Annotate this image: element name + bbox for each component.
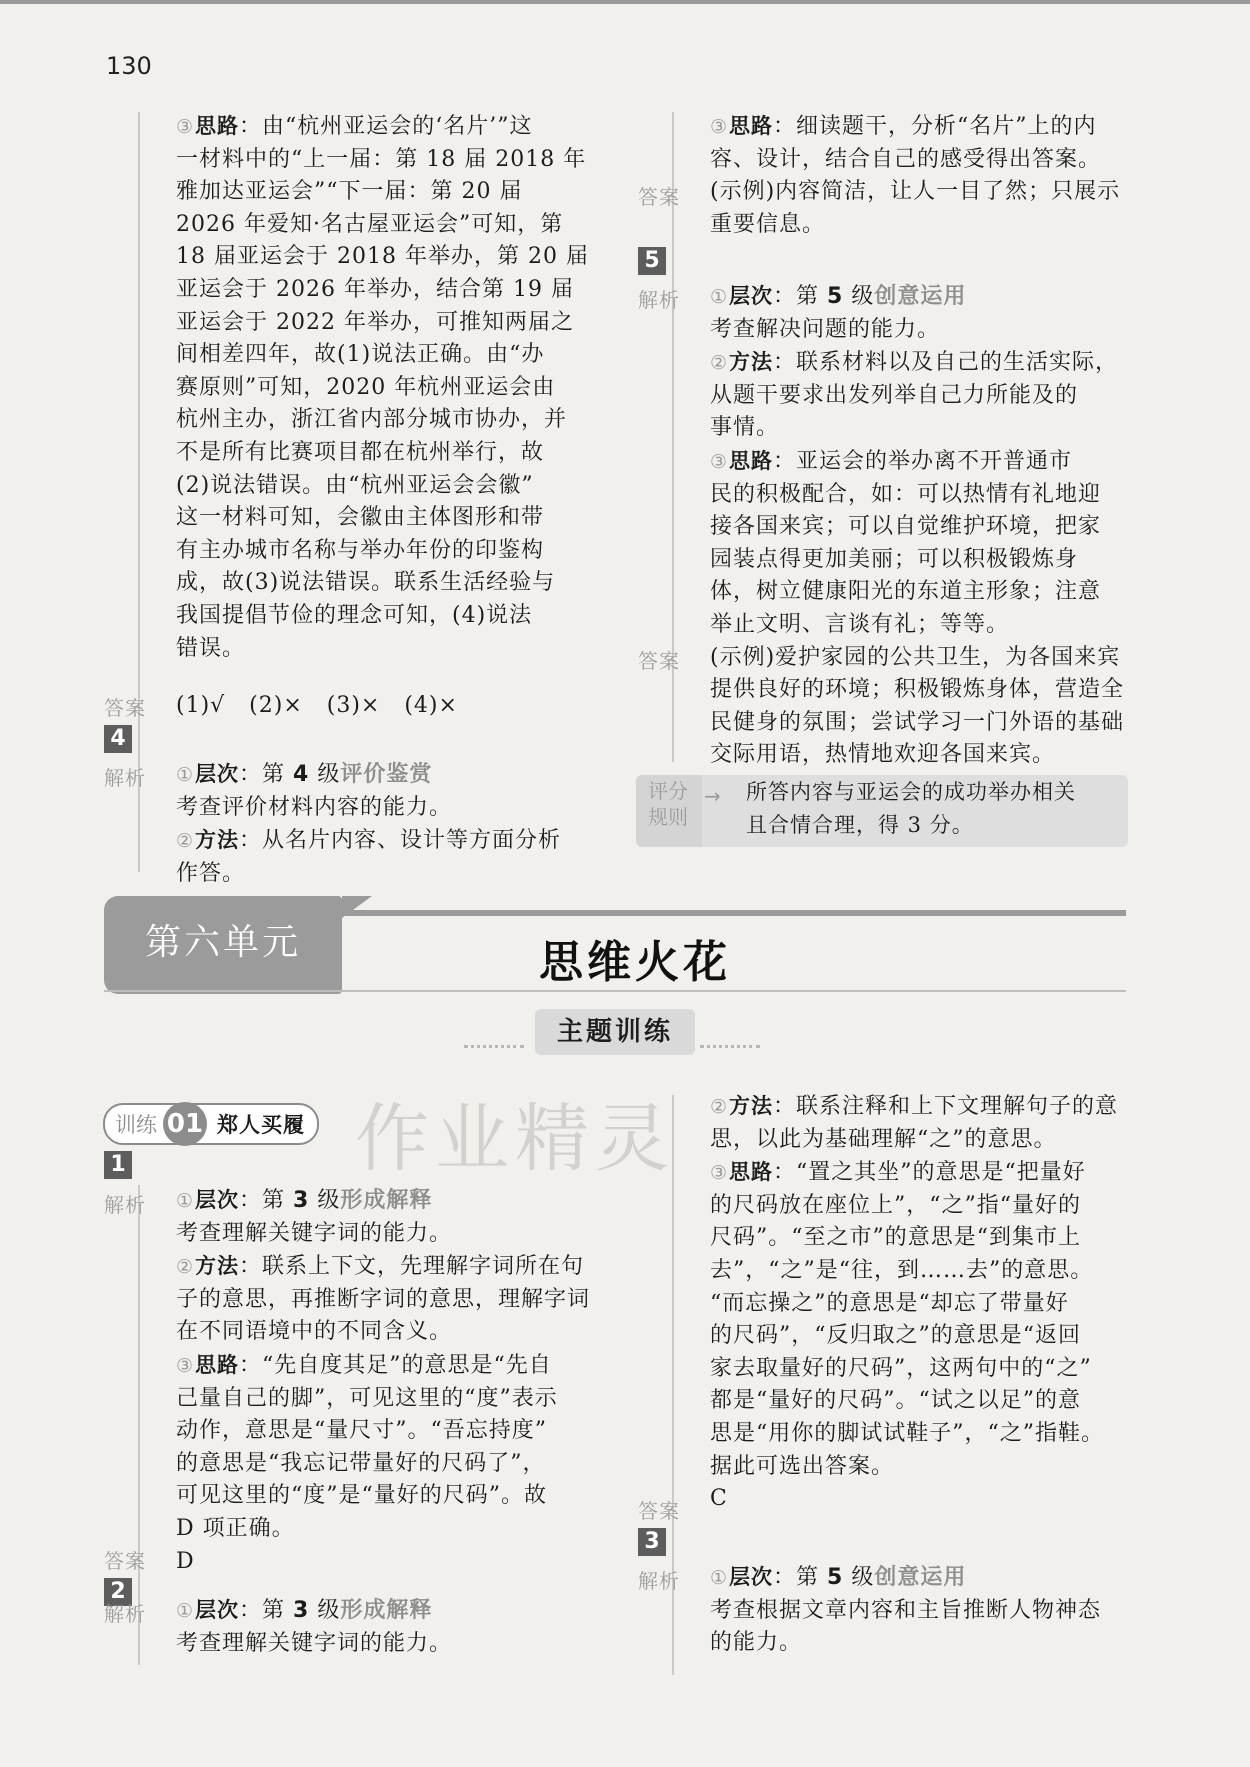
text-line: 亚运会于 2022 年举办，可推知两届之 bbox=[176, 309, 574, 335]
text-line: 的尺码放在座位上”，“之”指“量好的 bbox=[710, 1192, 1081, 1218]
analysis-tag: 解析 bbox=[104, 1193, 146, 1217]
text-line: 子的意思，再推断字词的意思，理解字词 bbox=[176, 1286, 591, 1312]
score-rule-text: 所答内容与亚运会的成功举办相关 且合情合理，得 3 分。 bbox=[746, 780, 1076, 837]
text-line: 2026 年爱知·名古屋亚运会”可知，第 bbox=[176, 211, 564, 237]
text-line: 我国提倡节俭的理念可知，(4)说法 bbox=[176, 602, 533, 628]
text-line: 重要信息。 bbox=[710, 211, 826, 237]
text-line: 举止文明、言谈有礼；等等。 bbox=[710, 611, 1010, 637]
q4-method: ②方法：从名片内容、设计等方面分析 bbox=[176, 828, 562, 854]
keyword-think: 思路 bbox=[195, 114, 240, 138]
q2-answer: C bbox=[710, 1486, 728, 1512]
q5-analysis bbox=[710, 280, 1130, 772]
circled-number: ③ bbox=[176, 116, 195, 138]
q5-think: ③思路：亚运会的举办离不开普通市 bbox=[710, 448, 1073, 474]
arrow-right-icon: → bbox=[704, 784, 721, 808]
question-number-5: 5 bbox=[638, 247, 666, 275]
watermark: 作业精灵 bbox=[355, 1096, 675, 1182]
text-line: 不是所有比赛项目都在杭州举行，故 bbox=[176, 439, 545, 465]
training-number: 01 bbox=[163, 1102, 207, 1146]
answer-tag: 答案 bbox=[638, 185, 680, 209]
q4-level: ①层次：第 4 级评价鉴赏 bbox=[176, 762, 433, 787]
column-rule-left-top bbox=[138, 112, 140, 872]
score-rule-tag: 评分规则 bbox=[648, 779, 688, 829]
analysis-tag: 解析 bbox=[638, 288, 680, 312]
unit-tab bbox=[104, 896, 342, 994]
text-line: 去”，“之”是“往，到……去”的意思。 bbox=[710, 1257, 1094, 1283]
q2-method: ②方法：联系注释和上下文理解句子的意 bbox=[710, 1094, 1119, 1119]
q3-think-line: ③思路：由“杭州亚运会的‘名片’”这 bbox=[176, 114, 533, 139]
right-bottom-column bbox=[710, 1090, 1130, 1516]
unit-title: 思维火花 bbox=[539, 937, 731, 988]
analysis-tag: 解析 bbox=[104, 1602, 146, 1626]
question-number-4: 4 bbox=[104, 725, 132, 753]
q3-level: ①层次：第 5 级创意运用 bbox=[710, 1565, 967, 1590]
q4-level-desc: 考查评价材料内容的能力。 bbox=[176, 794, 453, 820]
text-line: 杭州主办，浙江省内部分城市协办，并 bbox=[176, 407, 568, 433]
text-line: 据此可选出答案。 bbox=[710, 1453, 895, 1479]
analysis-tag: 解析 bbox=[104, 766, 146, 790]
left-top-column bbox=[176, 110, 596, 665]
text-line: 的意思是“我忘记带量好的尺码了”， bbox=[176, 1450, 546, 1476]
text-line: “而忘操之”的意思是“却忘了带量好 bbox=[710, 1290, 1069, 1316]
text-line: 雅加达亚运会”“下一届：第 20 届 bbox=[176, 179, 523, 205]
text-line: 动作，意思是“量尺寸”。“吾忘持度” bbox=[176, 1418, 547, 1444]
theme-dots-left bbox=[464, 1045, 524, 1048]
text-line: 从题干要求出发列举自己力所能及的 bbox=[710, 382, 1079, 408]
text-line: D 项正确。 bbox=[176, 1515, 295, 1541]
text-line: 有主办城市名称与举办年份的印鉴构 bbox=[176, 537, 545, 563]
text-line: 这一材料可知，会徽由主体图形和带 bbox=[176, 505, 545, 531]
text-line: 体，树立健康阳光的东道主形象；注意 bbox=[710, 579, 1102, 605]
right-top-column bbox=[710, 110, 1130, 241]
text-line: 一材料中的“上一届：第 18 届 2018 年 bbox=[176, 146, 587, 172]
text-line: 错误。 bbox=[176, 635, 246, 661]
answer-tag: 答案 bbox=[638, 649, 680, 673]
q5-answer-line: (示例)爱护家园的公共卫生，为各国来宾 bbox=[710, 644, 1121, 670]
text-line: (2)说法错误。由“杭州亚运会会徽” bbox=[176, 472, 534, 498]
text-line: 亚运会于 2026 年举办，结合第 19 届 bbox=[176, 276, 574, 302]
training-pill bbox=[103, 1103, 319, 1145]
q1-analysis bbox=[176, 1184, 596, 1578]
text-line: 思，以此为基础理解“之”的意思。 bbox=[710, 1126, 1057, 1152]
q2-think: ③思路：“置之其坐”的意思是“把量好 bbox=[710, 1160, 1086, 1186]
training-title: 郑人买履 bbox=[217, 1113, 305, 1137]
text-line: 尺码”。“至之市”的意思是“到集市上 bbox=[710, 1225, 1081, 1251]
theme-heading: 主题训练 bbox=[535, 1009, 695, 1055]
text-line: 思是“用你的脚试试鞋子”，“之”指鞋。 bbox=[710, 1420, 1104, 1446]
text-line: 作答。 bbox=[176, 860, 246, 886]
q1-level: ①层次：第 3 级形成解释 bbox=[176, 1188, 433, 1213]
question-number-3: 3 bbox=[638, 1528, 666, 1556]
text-line: 的能力。 bbox=[710, 1630, 803, 1656]
text-line: 都是“量好的尺码”。“试之以足”的意 bbox=[710, 1388, 1081, 1414]
q1-level-desc: 考查理解关键字词的能力。 bbox=[176, 1220, 453, 1246]
page-number: 130 bbox=[106, 52, 152, 80]
text-line: 提供良好的环境；积极锻炼身体，营造全 bbox=[710, 677, 1125, 703]
q1-method: ②方法：联系上下文，先理解字词所在句 bbox=[176, 1254, 585, 1280]
q3-answer: (1)√ (2)× (3)× (4)× bbox=[176, 693, 458, 718]
banner-bottom-line bbox=[104, 990, 1126, 992]
text-line: 园装点得更加美丽；可以积极锻炼身 bbox=[710, 546, 1079, 572]
text-line: 赛原则”可知，2020 年杭州亚运会由 bbox=[176, 374, 556, 400]
q4-analysis bbox=[176, 758, 596, 890]
unit-tab-label: 第六单元 bbox=[144, 922, 301, 963]
q3-analysis bbox=[710, 1561, 1130, 1660]
text-line: 家去取量好的尺码”，这两句中的“之” bbox=[710, 1355, 1092, 1381]
answer-tag: 答案 bbox=[104, 1549, 146, 1573]
text-line: 民的积极配合，如：可以热情有礼地迎 bbox=[710, 481, 1102, 507]
q1-think: ③思路：“先自度其足”的意思是“先自 bbox=[176, 1352, 552, 1378]
q1-answer: D bbox=[176, 1548, 195, 1574]
q4-think: ③思路：细读题干，分析“名片”上的内 bbox=[710, 114, 1097, 139]
question-number-2: 2 bbox=[104, 1578, 132, 1606]
text-line: 己量自己的脚”，可见这里的“度”表示 bbox=[176, 1385, 558, 1411]
text-line: 容、设计，结合自己的感受得出答案。 bbox=[710, 146, 1102, 172]
text-line: 成，故(3)说法错误。联系生活经验与 bbox=[176, 570, 556, 596]
q2-analysis bbox=[176, 1594, 596, 1660]
text-line: 18 届亚运会于 2018 年举办，第 20 届 bbox=[176, 244, 589, 270]
text-line: 的尺码”，“反归取之”的意思是“返回 bbox=[710, 1323, 1081, 1349]
q5-level: ①层次：第 5 级创意运用 bbox=[710, 284, 967, 309]
theme-dots-right bbox=[700, 1045, 760, 1048]
q2-level: ①层次：第 3 级形成解释 bbox=[176, 1598, 433, 1623]
text-line: 事情。 bbox=[710, 415, 780, 441]
training-label: 训练 bbox=[115, 1113, 157, 1137]
column-rule-left-bottom bbox=[138, 1185, 140, 1665]
answer-tag: 答案 bbox=[104, 696, 146, 720]
q5-method: ②方法：联系材料以及自己的生活实际， bbox=[710, 350, 1119, 376]
text-line: 交际用语，热情地欢迎各国来宾。 bbox=[710, 742, 1056, 768]
answer-tag: 答案 bbox=[638, 1499, 680, 1523]
text-line: 间相差四年，故(1)说法正确。由“办 bbox=[176, 342, 545, 368]
q4-answer-line: (示例)内容简洁，让人一目了然；只展示 bbox=[710, 179, 1121, 205]
text-line: 民健身的氛围；尝试学习一门外语的基础 bbox=[710, 709, 1125, 735]
banner-top-line bbox=[336, 910, 1126, 916]
page-top-edge bbox=[0, 0, 1250, 4]
question-number-1: 1 bbox=[104, 1151, 132, 1179]
text-line: 可见这里的“度”是“量好的尺码”。故 bbox=[176, 1483, 547, 1509]
text-line: 在不同语境中的不同含义。 bbox=[176, 1319, 453, 1345]
text-line: 接各国来宾；可以自觉维护环境，把家 bbox=[710, 514, 1102, 540]
q3-level-desc: 考查根据文章内容和主旨推断人物神态 bbox=[710, 1597, 1102, 1623]
q5-level-desc: 考查解决问题的能力。 bbox=[710, 316, 941, 342]
analysis-tag: 解析 bbox=[638, 1569, 680, 1593]
q2-level-desc: 考查理解关键字词的能力。 bbox=[176, 1630, 453, 1656]
